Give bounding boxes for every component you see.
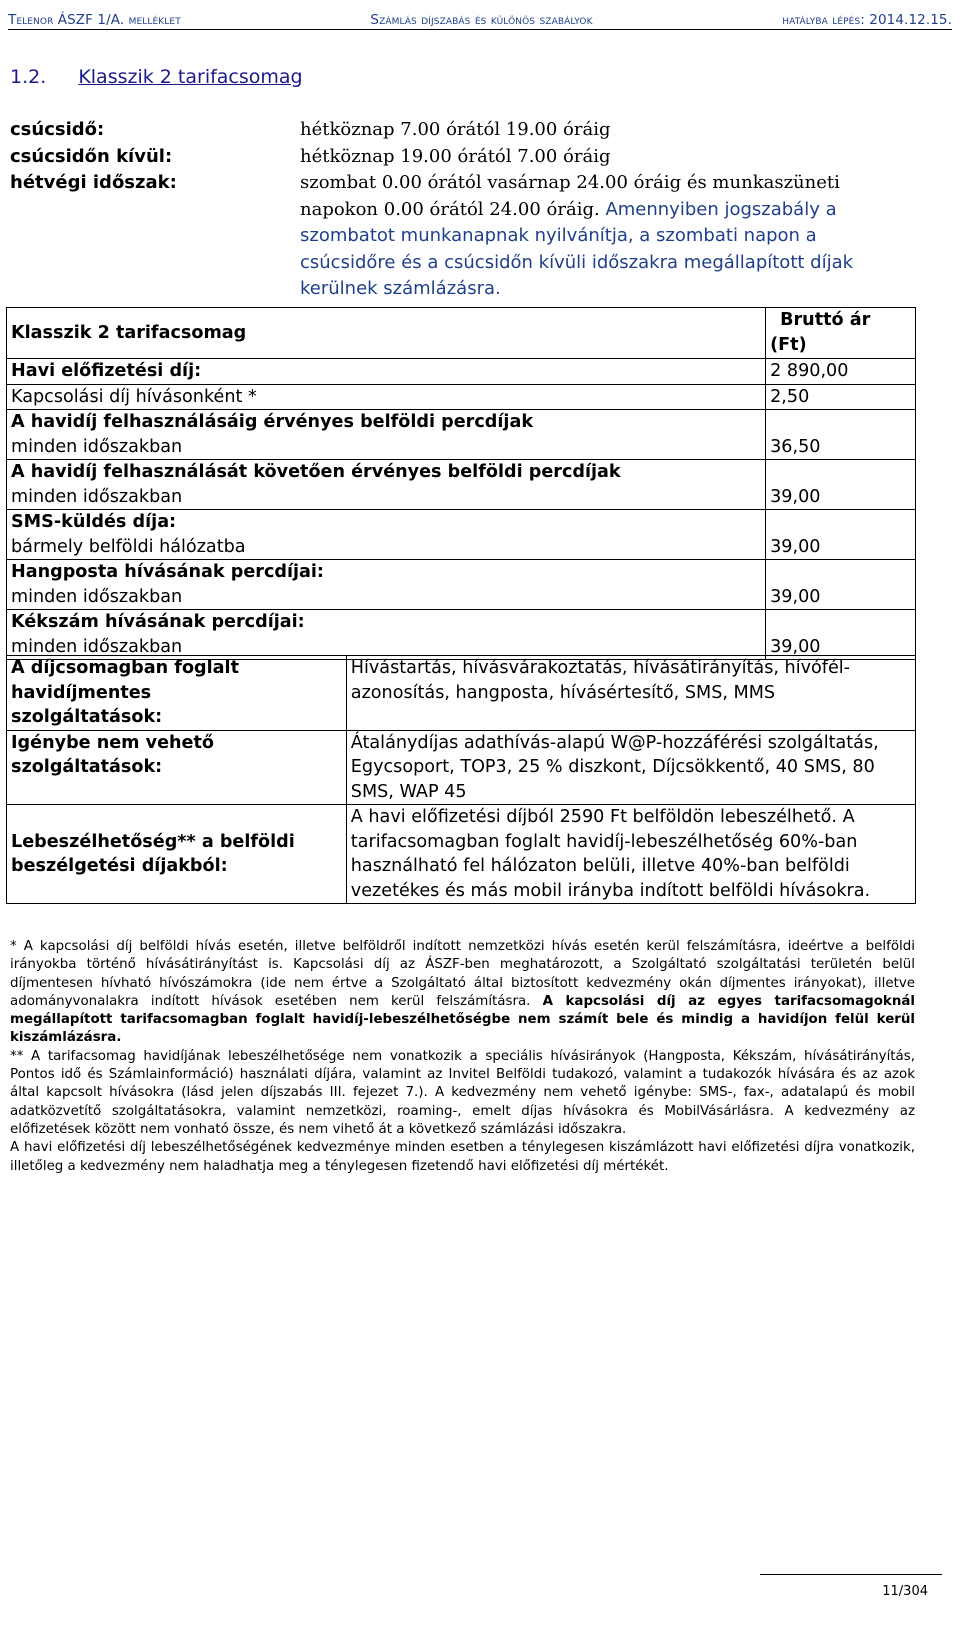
usage-label: Lebeszélhetőség** a belföldi beszélgetési díjakból: [7,805,347,904]
included-text: Hívástartás, hívásvárakoztatás, hívásátirányítás, hívófél-azonosítás, hangposta, hívásértesítő, SMS, MMS [346,656,915,731]
table-row: Havi előfizetési díj: 2 890,00 [7,359,916,385]
table-row: SMS-küldés díja: bármely belföldi hálózatba 39,00 [7,510,916,560]
weekend-value-b: napokon 0.00 órától 24.00 óráig. Amennyiben jogszabály a [300,198,837,220]
tariff-table [6,307,916,660]
weekend-label: hétvégi időszak: [10,172,177,193]
section-title: Klasszik 2 tarifacsomag [78,66,303,88]
header-center: Számlás díjszabás és különös szabályok [370,12,593,28]
section-heading [10,66,303,88]
table-row: A havidíj felhasználását követően érvényes belföldi percdíjak minden időszakban 39,00 [7,460,916,510]
table-title: Klasszik 2 tarifacsomag [7,308,766,359]
footer-rule [760,1574,942,1575]
table-row [7,656,916,731]
included-label: A díjcsomagban foglalt havidíjmentes szolgáltatások: [7,656,347,731]
excluded-text: Átalánydíjas adathívás-alapú W@P-hozzáférési szolgáltatás, Egycsoport, TOP3, 25 % diszkont, Díjcsökkentő, 40 SMS, 80 SMS, WAP 45 [346,730,915,805]
footnotes [10,938,915,1176]
footnote-3: A havi előfizetési díj lebeszélhetőségének kedvezménye minden esetben a ténylegesen kiszámlázott havi előfizetési díjra vonatkozik, illetőleg a kedvezmény nem haladhatja meg a ténylegesen fizetendő havi előfizetési díj mértékét. [10,1140,915,1174]
section-number: 1.2. [10,66,47,88]
running-header [8,6,952,28]
table-row [7,805,916,904]
table-row: Hangposta hívásának percdíjai: minden időszakban 39,00 [7,560,916,610]
peak-label: csúcsidő: [10,119,105,140]
weekend-value-f: kerülnek számlázásra. [300,278,501,299]
header-left: Telenor ÁSZF 1/A. melléklet [8,12,181,28]
table-row: Kékszám hívásának percdíjai: minden időszakban 39,00 [7,610,916,660]
weekend-value-e: csúcsidőre és a csúcsidőn kívüli időszakra megállapított díjak [300,251,854,273]
services-table [6,655,916,904]
table-row: A havidíj felhasználásáig érvényes belföldi percdíjak minden időszakban 36,50 [7,410,916,460]
excluded-label: Igénybe nem vehető szolgáltatások: [7,730,347,805]
page-number: 11/304 [882,1584,928,1599]
price-header: Bruttó ár (Ft) [766,308,916,359]
period-labels [10,117,177,197]
header-right: hatályba lépés: 2014.12.15. [782,12,952,28]
period-values [300,117,910,303]
footnote-1: * A kapcsolási díj belföldi hívás esetén, illetve belföldről indított nemzetközi hívás esetén kerül felszámításra, ideértve a belföldi irányokba történő hívásátirányítást is. Kapcsolási díj az ÁSZF-ben meghatározott, a Szolgáltató szolgáltatási területén belül díjmentesen hívható hívószámokra (ide nem értve a Szolgáltató által biztosított kedvezmény okán díjmentes irányokat), illetve adományvonalakra indított hívások esetében nem kerül felszámításra. A kapcsolási díj az egyes tarifacsomagoknál megállapított tarifacsomagban foglalt havidíj-lebeszélhetőségbe nem számít bele és mindig a havidíjon felül kerül kiszámlázásra. [10,939,915,1046]
offpeak-label: csúcsidőn kívül: [10,145,173,167]
weekend-value-a: szombat 0.00 órától vasárnap 24.00 óráig és munkaszüneti [300,172,840,193]
table-row [7,730,916,805]
peak-value: hétköznap 7.00 órától 19.00 óráig [300,119,611,140]
weekend-value-d: szombatot munkanapnak nyilvánítja, a szombati napon a [300,225,817,246]
offpeak-value: hétköznap 19.00 órától 7.00 óráig [300,145,611,167]
footnote-2: ** A tarifacsomag havidíjának lebeszélhetősége nem vonatkozik a speciális hívásirányok (Hangposta, Kékszám, hívásátirányítás, Pontos idő és Számlainformáció) használati díjára, valamint az Invitel Belföldi tudakozó, valamint a tudakozók hívására és az azok által kapcsolt hívásokra (lásd jelen díjszabás III. fejezet 7.). A kedvezmény nem vehető igénybe: SMS-, fax-, adatalapú és mobil adatközvetítő szolgáltatásokra, valamint nemzetközi, roaming-, emelt díjas hívásokra és MobilVásárlásra. A kedvezmény az előfizetések között nem vonható össze, és nem vihető át a következő számlázási időszakra. [10,1048,915,1137]
table-row: Kapcsolási díj hívásonként * 2,50 [7,384,916,410]
header-rule [8,29,952,30]
usage-text: A havi előfizetési díjból 2590 Ft belföldön lebeszélhető. A tarifacsomagban foglalt havidíj-lebeszélhetőség 60%-ban használható fel hálózaton belüli, illetve 40%-ban belföldi vezetékes és más mobil irányba indított belföldi hívásokra. [346,805,915,904]
